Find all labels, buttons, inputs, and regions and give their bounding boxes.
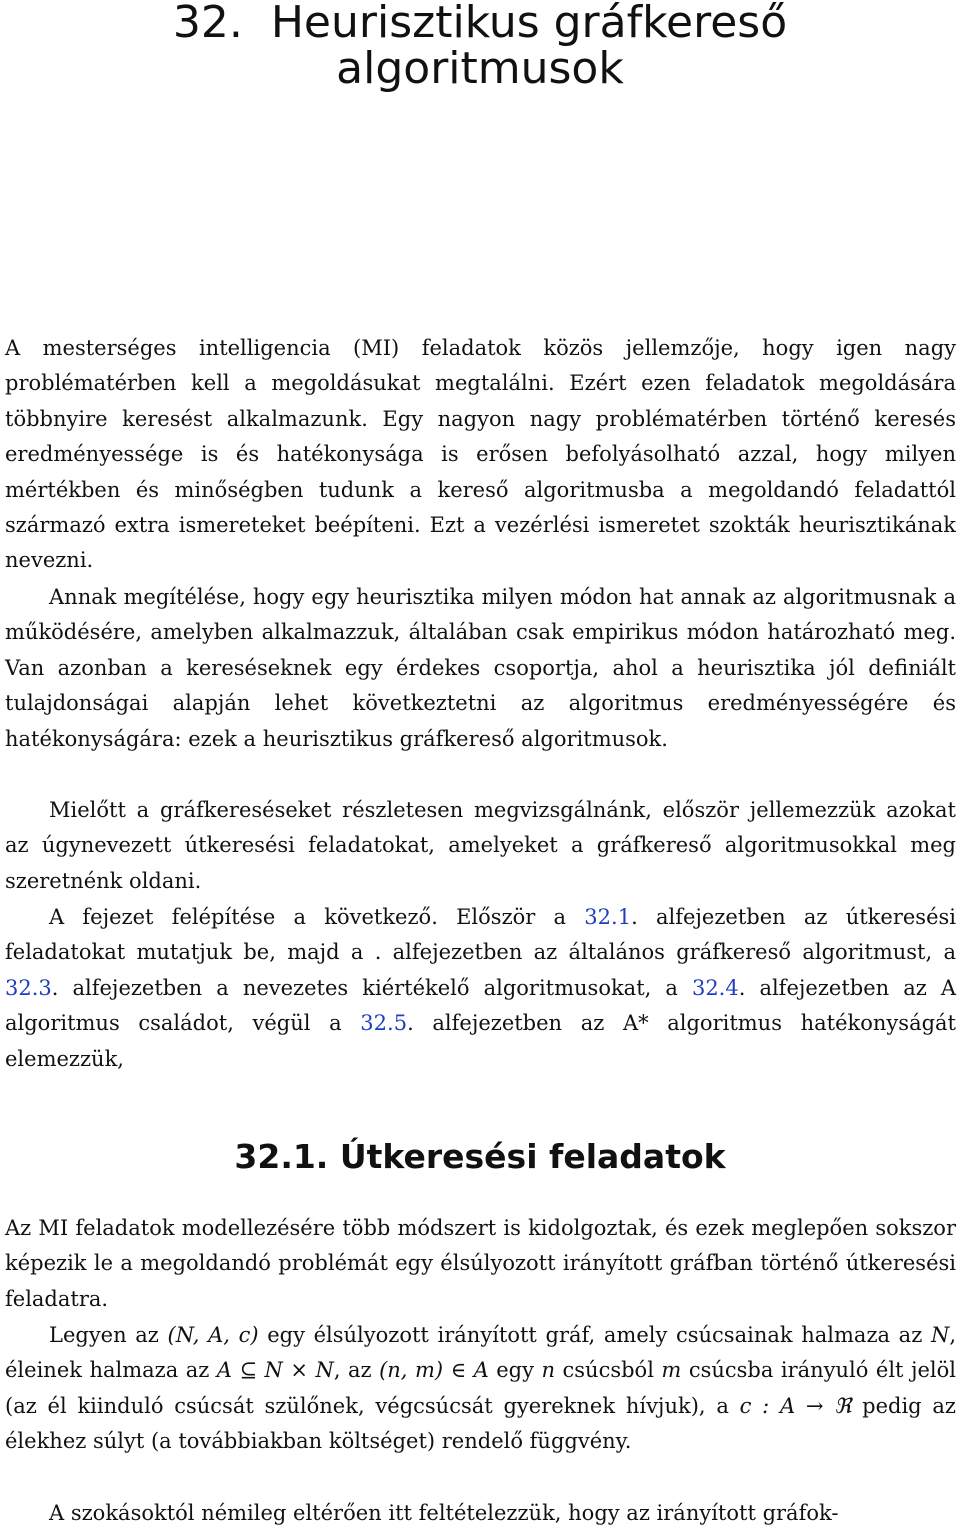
section-paragraph-1: Az MI feladatok modellezésére több módszert is kidolgoztak, és ezek meglepően sokszor képezik le a megoldandó problémát egy élsúlyozott irányított gráfban történő útkeresési feladatra. — [5, 1216, 956, 1311]
math-m: m — [661, 1358, 682, 1383]
math-graph: (N, A, c) — [167, 1323, 259, 1347]
intro-paragraph-2: Annak megítélése, hogy egy heurisztika milyen módon hat annak az algoritmusnak a működésére, amelyben alkalmazzuk, általában csak empirikus módon határozható meg. Van azonban a kereséseknek egy érdekes csoportja, ahol a heurisztika jól definiált tulajdonságai alapján lehet következtetni az algoritmus eredményességére és hatékonyságára: ezek a heurisztikus gráfkereső algoritmusok. — [5, 585, 956, 751]
section-number: 32.1. — [234, 1137, 329, 1176]
section-title: Útkeresési feladatok — [339, 1137, 726, 1176]
math-n: n — [541, 1358, 556, 1383]
section-paragraph-3: A szokásoktól némileg eltérően itt feltételezzük, hogy az irányított gráfok- — [49, 1501, 839, 1525]
math-edge: (n, m) ∈ A — [379, 1358, 489, 1383]
chapter-title-line1: Heurisztikus gráfkereső — [270, 0, 788, 48]
chapter-number: 32. — [172, 0, 243, 48]
math-edge-set: A ⊆ N × N — [216, 1358, 334, 1383]
section-link-32-4[interactable]: 32.4 — [691, 975, 739, 1000]
intro-paragraph-4: A fejezet felépítése a következő. Először a 32.1. alfejezetben az útkeresési feladatokat mutatjuk be, majd a . alfejezetben az általános gráfkereső algoritmust, a 32.3. alfejezetben a nevezetes kiértékelő algoritmusokat, a 32.4. alfejezetben az A algoritmus családot, végül a 32.5. alfejezetben az A* algoritmus hatékonyságát elemezzük, — [5, 905, 957, 1071]
section-heading — [0, 1137, 960, 1177]
intro-paragraph-3: Mielőtt a gráfkereséseket részletesen megvizsgálnánk, először jellemezzük azokat az úgynevezett útkeresési feladatokat, amelyeket a gráfkereső algoritmusokkal meg szeretnénk oldani. — [5, 798, 956, 893]
intro-paragraph-1: A mesterséges intelligencia (MI) feladatok közös jellemzője, hogy igen nagy problématérben kell a megoldásukat megtalálni. Ezért ezen feladatok megoldására többnyire keresést alkalmazunk. Egy nagyon nagy problématérben történő keresés eredményessége is és hatékonysága is erősen befolyásolható azzal, hogy milyen mértékben és minőségben tudunk a kereső algoritmusba a megoldandó feladattól származó extra ismereteket beépíteni. Ezt a vezérlési ismeretet szokták heurisztikának nevezni. — [5, 336, 956, 573]
section-link-32-3[interactable]: 32.3 — [5, 975, 52, 1000]
section-link-32-5[interactable]: 32.5 — [360, 1011, 408, 1036]
chapter-title — [0, 0, 960, 92]
section-link-32-1[interactable]: 32.1 — [584, 905, 632, 929]
math-node-set: N — [930, 1323, 950, 1347]
chapter-title-line2: algoritmusok — [336, 43, 624, 94]
section-paragraph-2: Legyen az (N, A, c) egy élsúlyozott irányított gráf, amely csúcsainak halmaza az N, éleinek halmaza az A ⊆ N × N, az (n, m) ∈ A egy n csúcsból m csúcsba irányuló élt jelöl (az él kiinduló csúcsát szülőnek, végcsúcsát gyereknek hívjuk), a c : A → ℜ pedig az élekhez súlyt (a továbbiakban költséget) rendelő függvény. — [5, 1323, 956, 1454]
math-cost-function: c : A → ℜ — [739, 1393, 852, 1418]
